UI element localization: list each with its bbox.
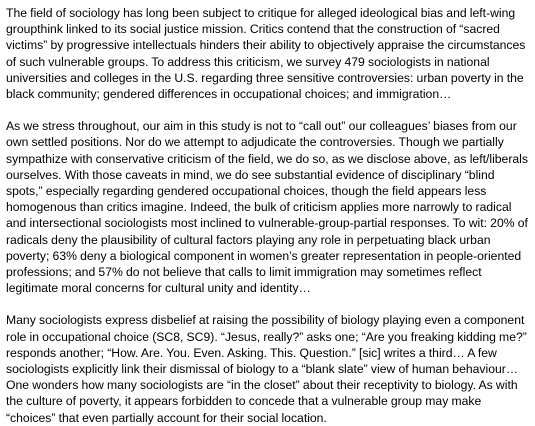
paragraph-responses: Many sociologists express disbelief at raising the possibility of biology playing even a component role in occupational choice (SC8, SC9). “Jesus, really?” asks one; “Are you freaking kidding me?” responds another; “How. Are. You. Even. Asking. This. Question.” [sic] writes a third… A few sociologists explicitly link their dismissal of biology to a “blank slate” view of human behaviour… One wonders how many sociologists are “in the closet” about their receptivity to biology. As with the culture of poverty, it appears forbidden to concede that a vulnerable group may make “choices” that even partially account for their social location. [6, 313, 527, 425]
paragraph-findings: As we stress throughout, our aim in this study is not to “call out” our colleagues’ biases from our own settled positions. Nor do we attempt to adjudicate the controversies. Though we partially sympathize with conservative criticism of the field, we do so, as we disclose above, as left/liberals ourselves. With those caveats in mind, we do see substantial evidence of disciplinary “blind spots,” especially regarding gendered occupational choices, though the field appears less homogenous than critics imagine. Indeed, the bulk of criticism applies more narrowly to radical and intersectional sociologists most inclined to vulnerable-group-partial responses. To wit: 20% of radicals deny the plausibility of cultural factors playing any role in perpetuating black urban poverty; 63% deny a biological component in women’s greater representation in people-oriented professions; and 57% do not believe that calls to limit immigration may sometimes reflect legitimate moral concerns for cultural unity and identity… [6, 119, 528, 296]
paragraph-abstract: The field of sociology has long been subject to critique for alleged ideological bias and left-wing groupthink linked to its social justice mission. Critics contend that the construction of “sacred victims” by progressive intellectuals hinders their ability to objectively appraise the circumstances of such vulnerable groups. To address this criticism, we survey 479 sociologists in national universities and colleges in the U.S. regarding three sensitive controversies: urban poverty in the black community; gendered differences in occupational choices; and immigration… [6, 6, 526, 102]
